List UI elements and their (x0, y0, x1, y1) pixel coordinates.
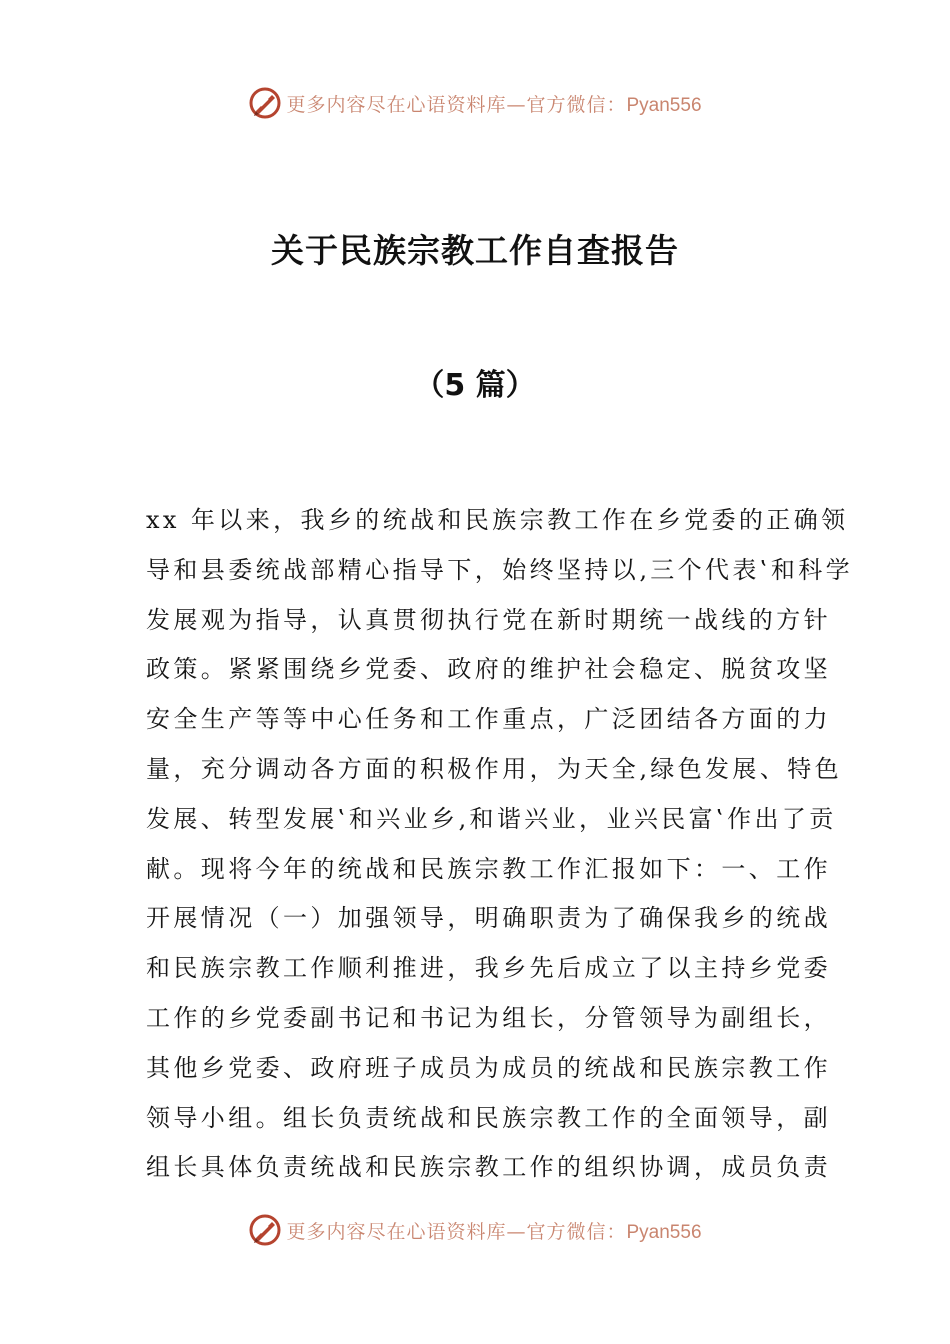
body-line: 献。现将今年的统战和民族宗教工作汇报如下：一、工作 (146, 854, 831, 883)
document-subtitle: （5 篇） (414, 368, 536, 403)
watermark-text: 更多内容尽在心语资料库—官方微信：Pyan556 (286, 93, 702, 116)
body-line: 发展、转型发展‛和兴业乡‚和谐兴业，业兴民富‛作出了贡 (146, 804, 837, 833)
wechat-id: Pyan556 (626, 94, 702, 116)
body-line: 政策。紧紧围绕乡党委、政府的维护社会稳定、脱贫攻坚 (146, 655, 831, 684)
body-line: 其他乡党委、政府班子成员为成员的统战和民族宗教工作 (146, 1053, 831, 1082)
document-body (146, 496, 854, 1193)
watermark-text: 更多内容尽在心语资料库—官方微信：Pyan556 (286, 1220, 702, 1243)
body-line: 安全生产等等中心任务和工作重点，广泛团结各方面的力 (146, 705, 831, 734)
pen-logo-icon (248, 1213, 282, 1247)
body-line: 发展观为指导，认真贯彻执行党在新时期统一战线的方针 (146, 605, 831, 634)
body-line: 组长具体负责统战和民族宗教工作的组织协调，成员负责 (146, 1153, 831, 1182)
body-line: 导和县委统战部精心指导下，始终坚持以‚三个代表‛和科学 (146, 555, 854, 584)
document-title: 关于民族宗教工作自查报告 (271, 231, 679, 270)
body-line: 量，充分调动各方面的积极作用，为天全‚绿色发展、特色 (146, 754, 843, 783)
body-line: 领导小组。组长负责统战和民族宗教工作的全面领导，副 (146, 1103, 831, 1132)
body-line: 和民族宗教工作顺利推进，我乡先后成立了以主持乡党委 (146, 954, 831, 983)
header-watermark-banner (0, 83, 950, 123)
wechat-id: Pyan556 (626, 1221, 702, 1243)
body-line: 工作的乡党委副书记和书记为组长，分管领导为副组长， (146, 1003, 831, 1032)
pen-logo-icon (248, 86, 282, 120)
body-line: 开展情况（一）加强领导，明确职责为了确保我乡的统战 (146, 904, 831, 933)
body-line: xx 年以来，我乡的统战和民族宗教工作在乡党委的正确领 (146, 506, 849, 534)
footer-watermark-banner (0, 1210, 950, 1250)
